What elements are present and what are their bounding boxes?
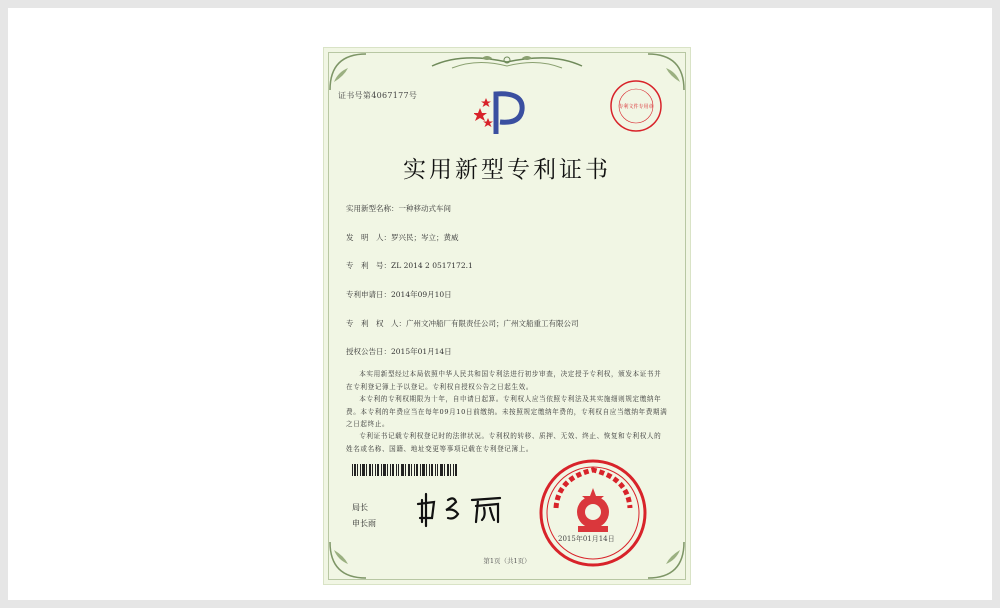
field-patent-number — [346, 260, 473, 271]
certificate-title: 实用新型专利证书 — [403, 157, 611, 183]
director-title: 局长 — [352, 503, 368, 512]
field-label: 专 利 号： — [346, 261, 391, 270]
stamp-text: 专利文件专用章 — [618, 104, 654, 110]
field-value: 广州文冲船厂有限责任公司；广州文船重工有限公司 — [406, 319, 579, 328]
director-signature — [414, 488, 514, 528]
seal-date: 2015年01月14日 — [558, 535, 615, 543]
official-seal — [538, 458, 648, 568]
field-value: 2014年09月10日 — [391, 290, 452, 299]
field-label: 专利申请日： — [346, 290, 391, 299]
certificate-paragraph: 本实用新型经过本局依照中华人民共和国专利法进行初步审查，决定授予专利权，颁发本证书并在专利登记簿上予以登记。专利权自授权公告之日起生效。 — [346, 370, 662, 391]
field-label: 实用新型名称： — [346, 204, 399, 213]
certificate-paragraph: 专利证书记载专利权登记时的法律状况。专利权的转移、质押、无效、终止、恢复和专利权人的姓名或名称、国籍、地址变更等事项记载在专利登记簿上。 — [346, 432, 662, 453]
certificate-paragraph: 本专利的专利权期限为十年，自申请日起算。专利权人应当依照专利法及其实施细则规定缴纳年费。本专利的年费应当在每年09月10日前缴纳。未按照规定缴纳年费的，专利权自应当缴纳年费期满之日起终止。 — [346, 395, 668, 428]
field-label: 专 利 权 人： — [346, 319, 406, 328]
field-utility-model-name — [346, 203, 451, 214]
patent-office-logo — [474, 88, 530, 138]
field-patentee — [346, 318, 579, 329]
field-inventors — [346, 232, 459, 243]
field-label: 授权公告日： — [346, 347, 391, 356]
barcode — [352, 464, 458, 476]
certificate-number: 证书号第4067177号 — [338, 91, 418, 100]
patent-certificate — [324, 48, 690, 584]
director-name: 申长雨 — [352, 519, 376, 528]
field-label: 发 明 人： — [346, 233, 391, 242]
ornament-corner-tl — [328, 52, 368, 92]
field-value: 一种移动式车间 — [398, 204, 451, 213]
field-value: 2015年01月14日 — [391, 347, 452, 356]
page-footer: 第1页（共1页） — [483, 557, 531, 565]
field-filing-date — [346, 289, 452, 300]
field-value: 罗兴民；岑立；黄威 — [391, 233, 459, 242]
document-stamp — [608, 78, 664, 134]
ornament-top — [422, 52, 592, 74]
director-block — [352, 500, 376, 532]
field-value: ZL 2014 2 0517172.1 — [391, 261, 473, 270]
page-background — [8, 8, 992, 600]
field-grant-date — [346, 346, 452, 357]
